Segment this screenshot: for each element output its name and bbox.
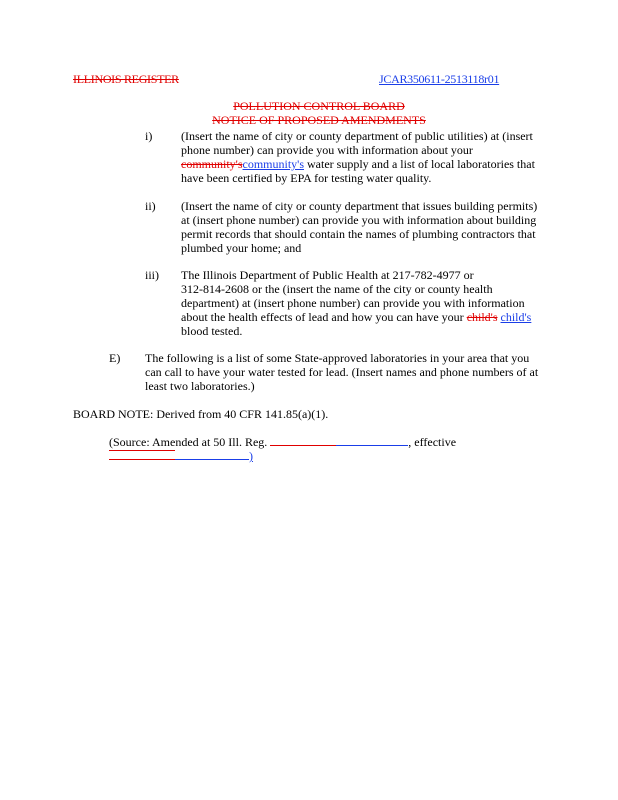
inserted-text: child's xyxy=(500,310,532,324)
item-ii-line4: plumbed your home; and xyxy=(181,241,302,255)
item-e-line1: The following is a list of some State-approved laboratories in your area that you xyxy=(145,351,530,365)
item-i-line2: phone number) can provide you with information about your xyxy=(181,143,473,157)
deleted-blank xyxy=(270,435,336,446)
source-close: ) xyxy=(249,449,253,463)
deleted-text: child's xyxy=(466,310,498,324)
source-effective: , effective xyxy=(408,435,457,449)
item-i-line3-rest: water supply and a list of local laboratories that xyxy=(304,157,535,171)
item-i-line3 xyxy=(181,157,535,171)
item-iii-line5: blood tested. xyxy=(181,324,243,338)
item-iii-line4 xyxy=(181,310,531,324)
inserted-blank xyxy=(175,449,249,460)
item-ii-text xyxy=(181,199,537,255)
title-notice: NOTICE OF PROPOSED AMENDMENTS xyxy=(212,113,426,127)
deleted-text: community's xyxy=(181,157,243,171)
item-e-line3: least two laboratories.) xyxy=(145,379,255,393)
inserted-text: community's xyxy=(242,157,304,171)
item-ii-label: ii) xyxy=(145,199,156,213)
item-iii-line3: department) at (insert phone number) can provide you with information xyxy=(181,296,525,310)
item-e-label: E) xyxy=(109,351,121,365)
item-iii-line1: The Illinois Department of Public Health at 217-782-4977 or xyxy=(181,268,474,282)
source-prefix: (Source: Amended at 50 Ill. Reg. xyxy=(109,435,271,449)
item-i-label: i) xyxy=(145,129,153,143)
board-note: BOARD NOTE: Derived from 40 CFR 141.85(a)(1). xyxy=(73,407,329,421)
inserted-blank xyxy=(336,435,408,446)
item-i-line4: have been certified by EPA for testing water quality. xyxy=(181,171,432,185)
item-iii-label: iii) xyxy=(145,268,159,282)
source-line xyxy=(109,435,456,449)
item-i-text xyxy=(181,129,535,185)
item-ii-line1: (Insert the name of city or county department that issues building permits) xyxy=(181,199,538,213)
item-ii-line3: permit records that should contain the names of plumbing contractors that xyxy=(181,227,536,241)
header-right-inserted: JCAR350611-2513118r01 xyxy=(379,72,500,86)
deleted-blank xyxy=(109,450,175,460)
item-iii-line4-pre: about the health effects of lead and how you can have your xyxy=(181,310,467,324)
source-line-2 xyxy=(109,449,253,463)
item-e-text xyxy=(145,351,538,393)
item-i-line1: (Insert the name of city or county department of public utilities) at (insert xyxy=(181,129,533,143)
item-ii-line2: at (insert phone number) can provide you with information about building xyxy=(181,213,537,227)
header-left-deleted: ILLINOIS REGISTER xyxy=(73,72,179,86)
item-e-line2: can call to have your water tested for lead. (Insert names and phone numbers of at xyxy=(145,365,539,379)
title-board: POLLUTION CONTROL BOARD xyxy=(233,99,405,113)
item-iii-line2: 312-814-2608 or the (insert the name of the city or county health xyxy=(181,282,493,296)
item-iii-text xyxy=(181,268,531,338)
